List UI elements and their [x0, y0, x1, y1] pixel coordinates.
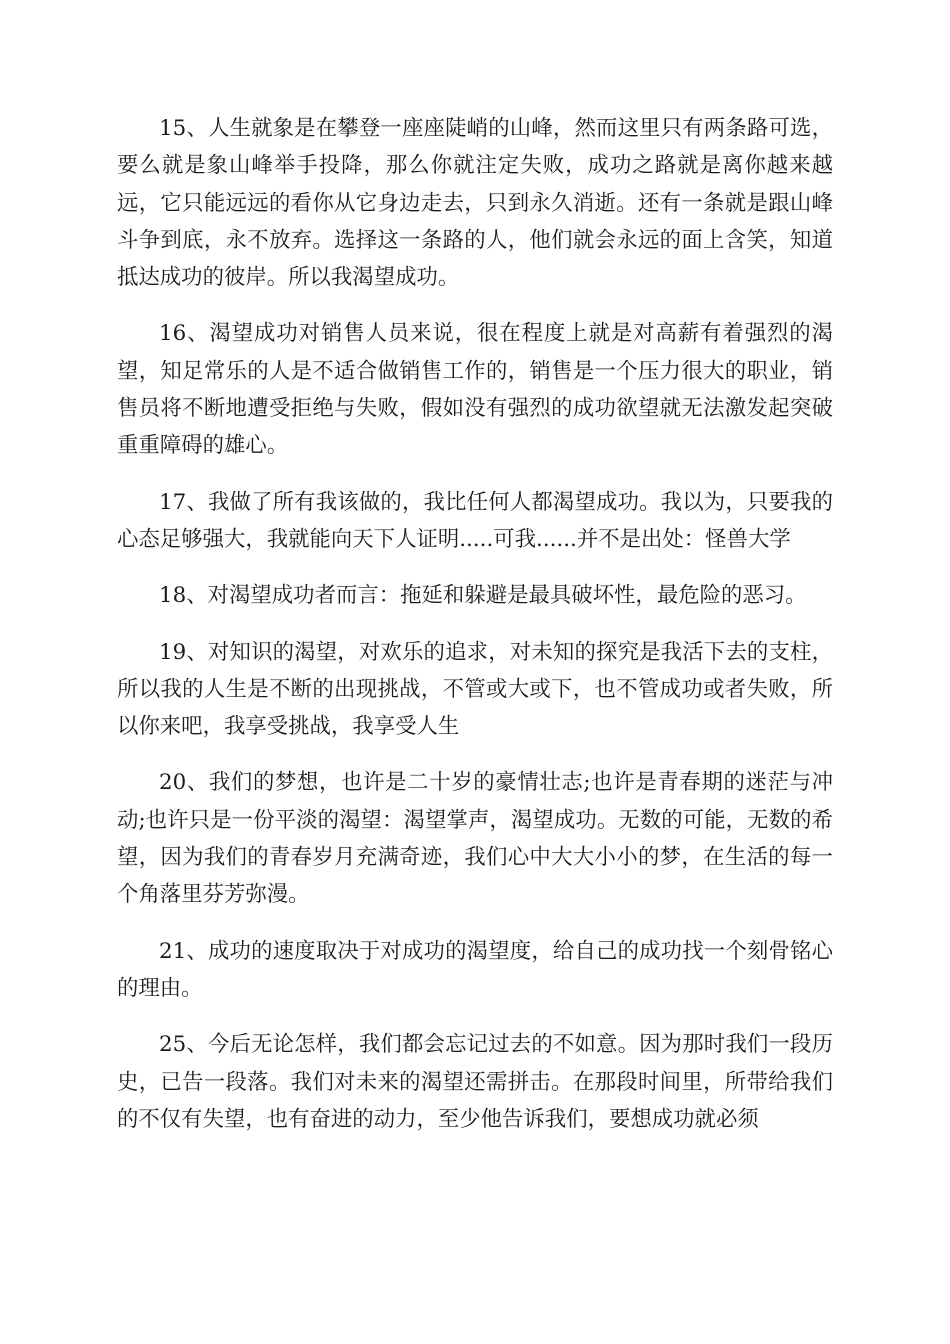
paragraph-15: 15、人生就象是在攀登一座座陡峭的山峰，然而这里只有两条路可选，要么就是象山峰举手投降，那么你就注定失败，成功之路就是离你越来越远，它只能远远的看你从它身边走去，只到永久消逝。还有一条就是跟山峰斗争到底，永不放弃。选择这一条路的人，他们就会永远的面上含笑，知道抵达成功的彼岸。所以我渴望成功。 [117, 116, 833, 291]
paragraph-17: 17、我做了所有我该做的，我比任何人都渴望成功。我以为，只要我的心态足够强大，我就能向天下人证明.....可我......并不是出处：怪兽大学 [117, 489, 833, 552]
paragraph-20: 20、我们的梦想，也许是二十岁的豪情壮志;也许是青春期的迷茫与冲动;也许只是一份平淡的渴望：渴望掌声，渴望成功。无数的可能，无数的希望，因为我们的青春岁月充满奇迹，我们心中大大小小的梦，在生活的每一个角落里芬芳弥漫。 [117, 770, 833, 908]
paragraph-18: 18、对渴望成功者而言：拖延和躲避是最具破坏性，最危险的恶习。 [159, 583, 807, 609]
paragraph-16: 16、渴望成功对销售人员来说，很在程度上就是对高薪有着强烈的渴望，知足常乐的人是不适合做销售工作的，销售是一个压力很大的职业，销售员将不断地遭受拒绝与失败，假如没有强烈的成功欲望就无法激发起突破重重障碍的雄心。 [117, 321, 833, 459]
paragraph-21: 21、成功的速度取决于对成功的渴望度，给自己的成功找一个刻骨铭心的理由。 [117, 938, 833, 1001]
paragraph-25: 25、今后无论怎样，我们都会忘记过去的不如意。因为那时我们一段历史，已告一段落。我们对未来的渴望还需拼击。在那段时间里，所带给我们的不仅有失望，也有奋进的动力，至少他告诉我们，要想成功就必须 [117, 1032, 833, 1132]
document-body [117, 110, 833, 1157]
paragraph-19: 19、对知识的渴望，对欢乐的追求，对未知的探究是我活下去的支柱，所以我的人生是不断的出现挑战，不管或大或下，也不管成功或者失败，所以你来吧，我享受挑战，我享受人生 [117, 639, 833, 740]
